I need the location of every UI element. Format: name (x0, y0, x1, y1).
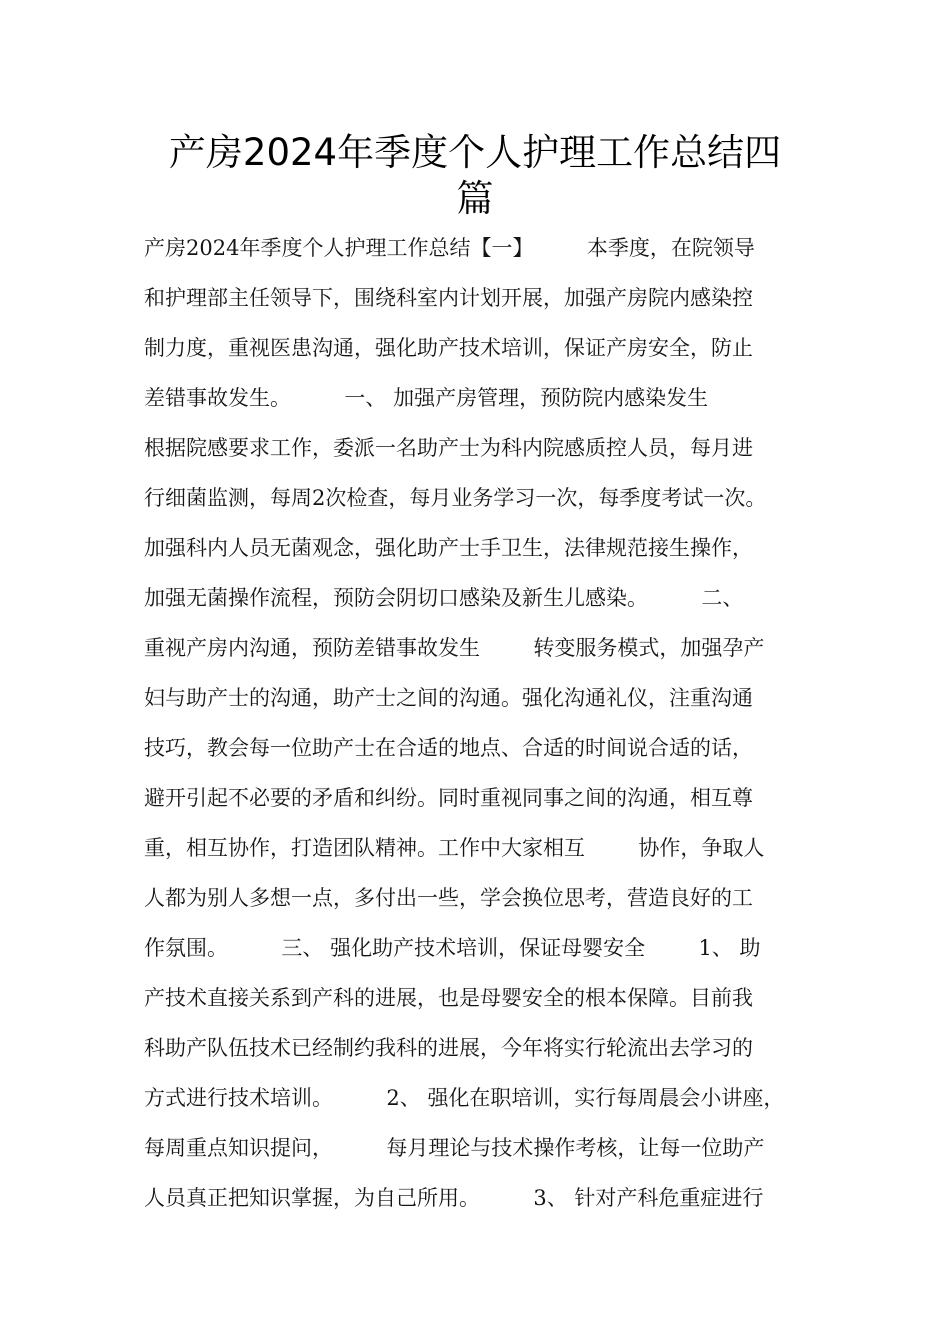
body-line-18: 方式进行技术培训。 2、 强化在职培训，实行每周晨会小讲座， (144, 1086, 785, 1110)
body-line-12: 避开引起不必要的矛盾和纠纷。同时重视同事之间的沟通，相互尊 (144, 786, 753, 810)
body-line-5: 根据院感要求工作，委派一名助产士为科内院感质控人员，每月进 (144, 436, 753, 460)
body-line-14: 人都为别人多想一点，多付出一些，学会换位思考，营造良好的工 (144, 886, 753, 910)
body-line-19: 每周重点知识提问， 每月理论与技术操作考核，让每一位助产 (144, 1136, 765, 1160)
body-line-11: 技巧，教会每一位助产士在合适的地点、合适的时间说合适的话， (144, 736, 753, 760)
body-line-2: 和护理部主任领导下，围绕科室内计划开展，加强产房院内感染控 (144, 286, 753, 310)
body-line-8: 加强无菌操作流程，预防会阴切口感染及新生儿感染。 二、 (144, 586, 744, 610)
document-title-line-1: 产房2024年季度个人护理工作总结四 (168, 131, 782, 174)
body-line-15: 作氛围。 三、 强化助产技术培训，保证母婴安全 1、 助 (144, 936, 761, 960)
body-line-17: 科助产队伍技术已经制约我科的进展，今年将实行轮流出去学习的 (144, 1036, 753, 1060)
body-line-3: 制力度，重视医患沟通，强化助产技术培训，保证产房安全，防止 (144, 336, 753, 360)
body-line-4: 差错事故发生。 一、 加强产房管理，预防院内感染发生 (144, 386, 709, 410)
body-line-16: 产技术直接关系到产科的进展，也是母婴安全的根本保障。目前我 (144, 986, 753, 1010)
body-line-1: 产房2024年季度个人护理工作总结【一】 本季度，在院领导 (144, 236, 755, 260)
body-line-20: 人员真正把知识掌握，为自己所用。 3、 针对产科危重症进行 (144, 1186, 764, 1210)
body-line-7: 加强科内人员无菌观念，强化助产士手卫生，法律规范接生操作， (144, 536, 753, 560)
body-line-10: 妇与助产士的沟通，助产士之间的沟通。强化沟通礼仪，注重沟通 (144, 686, 753, 710)
body-line-6: 行细菌监测，每周2次检查，每月业务学习一次，每季度考试一次。 (144, 486, 767, 510)
body-line-9: 重视产房内沟通，预防差错事故发生 转变服务模式，加强孕产 (144, 636, 765, 660)
document-title-line-2: 篇 (456, 177, 494, 220)
body-line-13: 重，相互协作，打造团队精神。工作中大家相互 协作，争取人 (144, 836, 765, 860)
